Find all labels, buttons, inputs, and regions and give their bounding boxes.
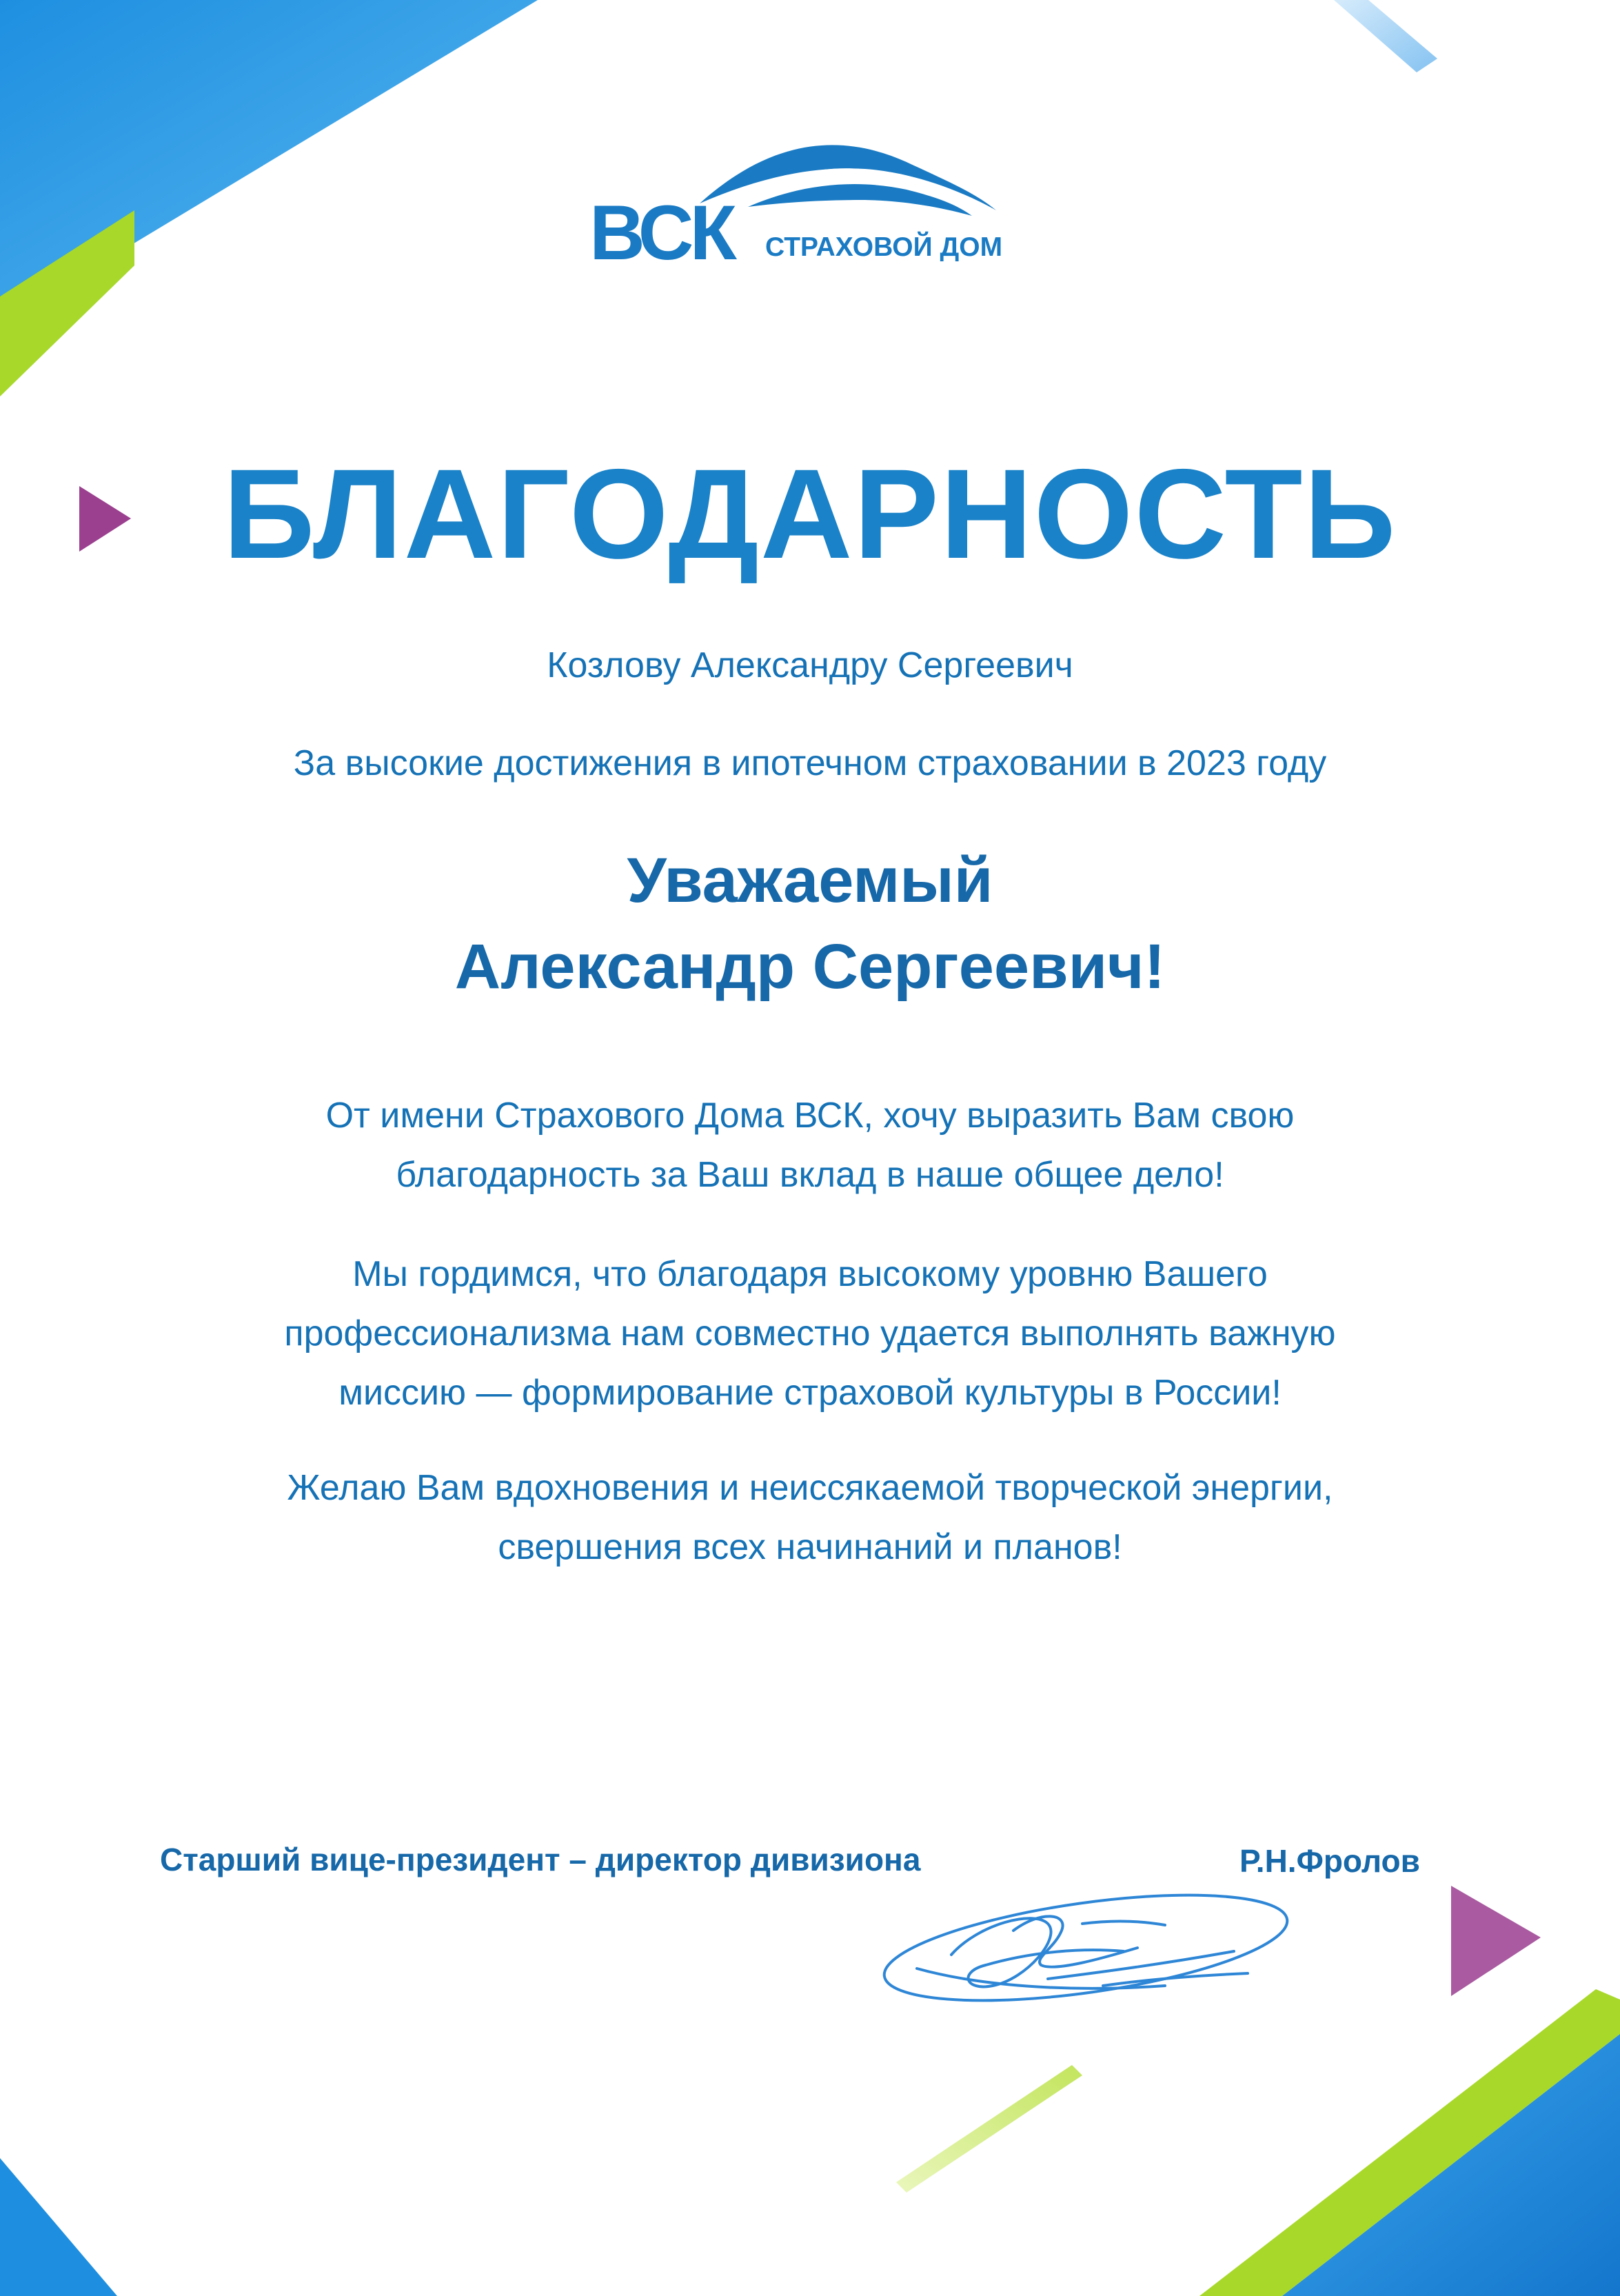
signatory-position: Старший вице-президент – директор дивизиона — [160, 1842, 921, 1877]
greeting-line-1: Уважаемый — [627, 845, 993, 916]
handwritten-signature — [875, 1882, 1317, 2020]
paragraph-line: миссию — формирование страховой культуры в России! — [338, 1373, 1282, 1413]
streak-top-right — [1334, 0, 1437, 72]
paragraph-1 — [0, 1086, 1620, 1205]
corner-blue-bottom-right — [1282, 2034, 1620, 2296]
triangle-right — [1451, 1886, 1541, 1996]
streak-bottom-green — [896, 2065, 1082, 2193]
vsk-logo — [589, 134, 1037, 276]
corner-blue-bottom-left — [0, 2158, 117, 2296]
greeting-line-2: Александр Сергеевич! — [454, 932, 1166, 1002]
paragraph-2 — [0, 1245, 1620, 1422]
greeting — [0, 838, 1620, 1010]
paragraph-line: свершения всех начинаний и планов! — [498, 1527, 1122, 1567]
award-reason: За высокие достижения в ипотечном страховании в 2023 году — [293, 743, 1327, 783]
recipient-name: Козлову Александру Сергеевич — [547, 645, 1073, 685]
paragraph-line: Мы гордимся, что благодаря высокому уровню Вашего — [352, 1254, 1268, 1294]
logo-mark: ВСК — [589, 190, 733, 276]
paragraph-3 — [0, 1458, 1620, 1577]
paragraph-line: Желаю Вам вдохновения и неиссякаемой творческой энергии, — [287, 1468, 1333, 1508]
paragraph-line: благодарность за Ваш вклад в наше общее дело! — [396, 1155, 1224, 1195]
paragraph-line: От имени Страхового Дома ВСК, хочу выразить Вам свою — [325, 1096, 1295, 1136]
document-title: БЛАГОДАРНОСТЬ — [223, 443, 1397, 585]
logo-subtitle: СТРАХОВОЙ ДОМ — [765, 232, 1003, 262]
paragraph-line: профессионализма нам совместно удается выполнять важную — [284, 1313, 1336, 1353]
signatory-name: Р.Н.Фролов — [1239, 1843, 1420, 1879]
